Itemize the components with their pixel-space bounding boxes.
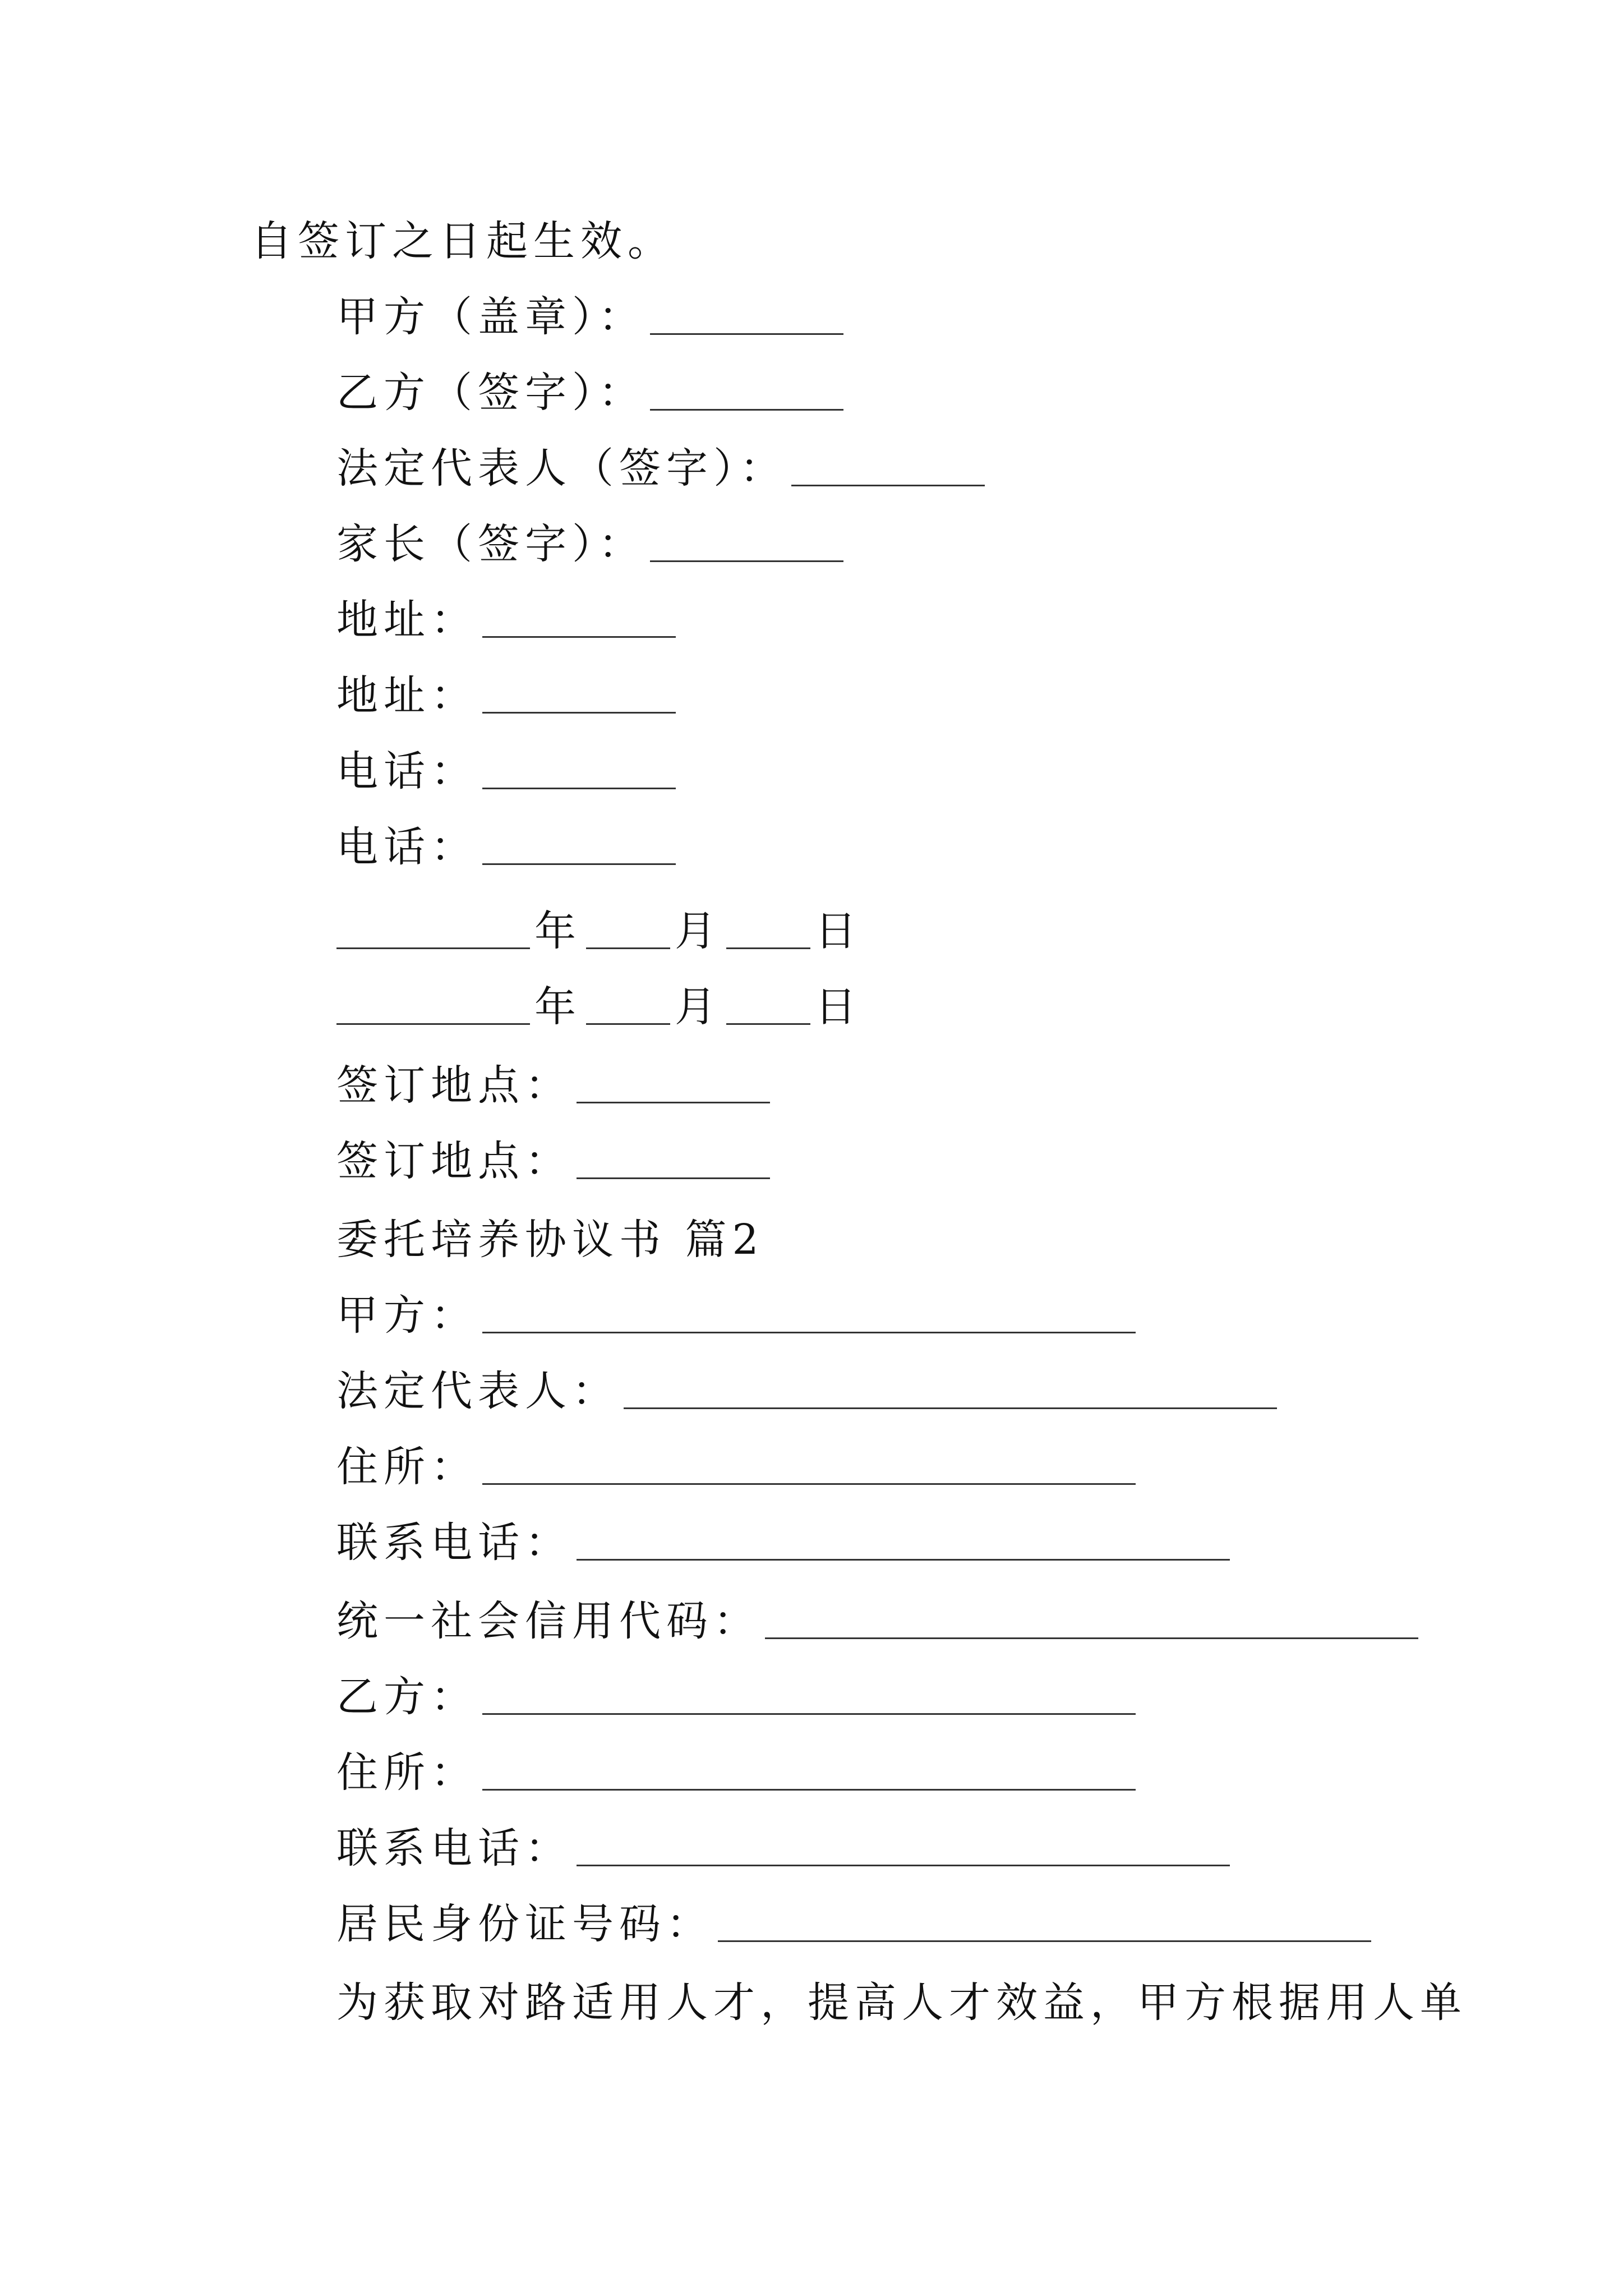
phone-blank: [482, 754, 676, 789]
month-blank: [586, 990, 670, 1025]
field-label: 乙方：: [336, 1673, 478, 1721]
address-label: 地址：: [336, 671, 478, 720]
field-line-id-number: [336, 1896, 1376, 1952]
phone-line-2: [336, 819, 680, 875]
sign-place-label: 签订地点：: [336, 1137, 572, 1185]
signature-line-parent: [336, 516, 848, 572]
year-blank: [336, 990, 530, 1025]
signature-label: 家长（签字）：: [336, 520, 645, 568]
sign-place-line-1: [336, 1057, 774, 1114]
day-unit: 日: [815, 907, 862, 955]
field-line-party-a: [336, 1287, 1140, 1343]
field-blank: [482, 1680, 1136, 1715]
signature-blank: [650, 527, 843, 562]
field-blank: [577, 1525, 1230, 1561]
field-blank: [577, 1831, 1230, 1866]
address-label: 地址：: [336, 596, 478, 644]
day-unit: 日: [815, 983, 862, 1031]
sign-place-blank: [577, 1068, 770, 1103]
field-line-contact-b: [336, 1820, 1234, 1876]
sign-place-blank: [577, 1144, 770, 1179]
month-unit: 月: [675, 983, 722, 1031]
signature-line-party-a-seal: [336, 289, 848, 345]
field-line-credit-code: [336, 1593, 1423, 1649]
intro-text: 自签订之日起生效。: [251, 217, 675, 265]
closing-text: 为获取对路适用人才，提高人才效益，甲方根据用人单: [336, 1978, 1467, 2027]
signature-blank: [791, 451, 985, 486]
field-blank: [482, 1755, 1136, 1791]
signature-blank: [650, 375, 843, 411]
section-title: [336, 1212, 764, 1268]
field-blank: [765, 1604, 1418, 1639]
field-line-residence-a: [336, 1439, 1140, 1495]
date-line-1: [336, 903, 862, 959]
address-line-1: [336, 592, 680, 648]
field-blank: [624, 1374, 1277, 1409]
field-line-contact-a: [336, 1515, 1234, 1571]
field-label: 甲方：: [336, 1291, 478, 1340]
signature-label: 法定代表人（签字）：: [336, 444, 787, 493]
month-blank: [586, 914, 670, 949]
year-unit: 年: [534, 983, 582, 1031]
year-blank: [336, 914, 530, 949]
field-label: 住所：: [336, 1749, 478, 1797]
intro-line: [251, 213, 675, 269]
section-title-text: 委托培养协议书 篇2: [336, 1216, 764, 1264]
phone-line-1: [336, 743, 680, 799]
sign-place-line-2: [336, 1133, 774, 1189]
signature-label: 甲方（盖章）：: [336, 293, 645, 341]
phone-blank: [482, 830, 676, 865]
signature-line-legal-rep: [336, 440, 989, 496]
field-line-party-b: [336, 1669, 1140, 1725]
signature-label: 乙方（签字）：: [336, 369, 645, 417]
day-blank: [726, 990, 810, 1025]
field-line-legal-rep: [336, 1363, 1281, 1419]
field-label: 联系电话：: [336, 1519, 572, 1567]
signature-blank: [650, 300, 843, 335]
address-blank: [482, 602, 676, 638]
field-label: 住所：: [336, 1443, 478, 1491]
field-label: 法定代表人：: [336, 1367, 619, 1415]
field-line-residence-b: [336, 1745, 1140, 1801]
field-blank: [718, 1907, 1371, 1942]
phone-label: 电话：: [336, 747, 478, 795]
day-blank: [726, 914, 810, 949]
field-blank: [482, 1298, 1136, 1333]
sign-place-label: 签订地点：: [336, 1061, 572, 1110]
date-line-2: [336, 979, 862, 1035]
field-label: 联系电话：: [336, 1824, 572, 1872]
field-blank: [482, 1450, 1136, 1485]
field-label: 统一社会信用代码：: [336, 1597, 760, 1645]
field-label: 居民身份证号码：: [336, 1900, 713, 1948]
month-unit: 月: [675, 907, 722, 955]
year-unit: 年: [534, 907, 582, 955]
signature-line-party-b-sign: [336, 365, 848, 421]
phone-label: 电话：: [336, 823, 478, 871]
address-line-2: [336, 668, 680, 724]
address-blank: [482, 678, 676, 714]
closing-line: [336, 1975, 1467, 2031]
